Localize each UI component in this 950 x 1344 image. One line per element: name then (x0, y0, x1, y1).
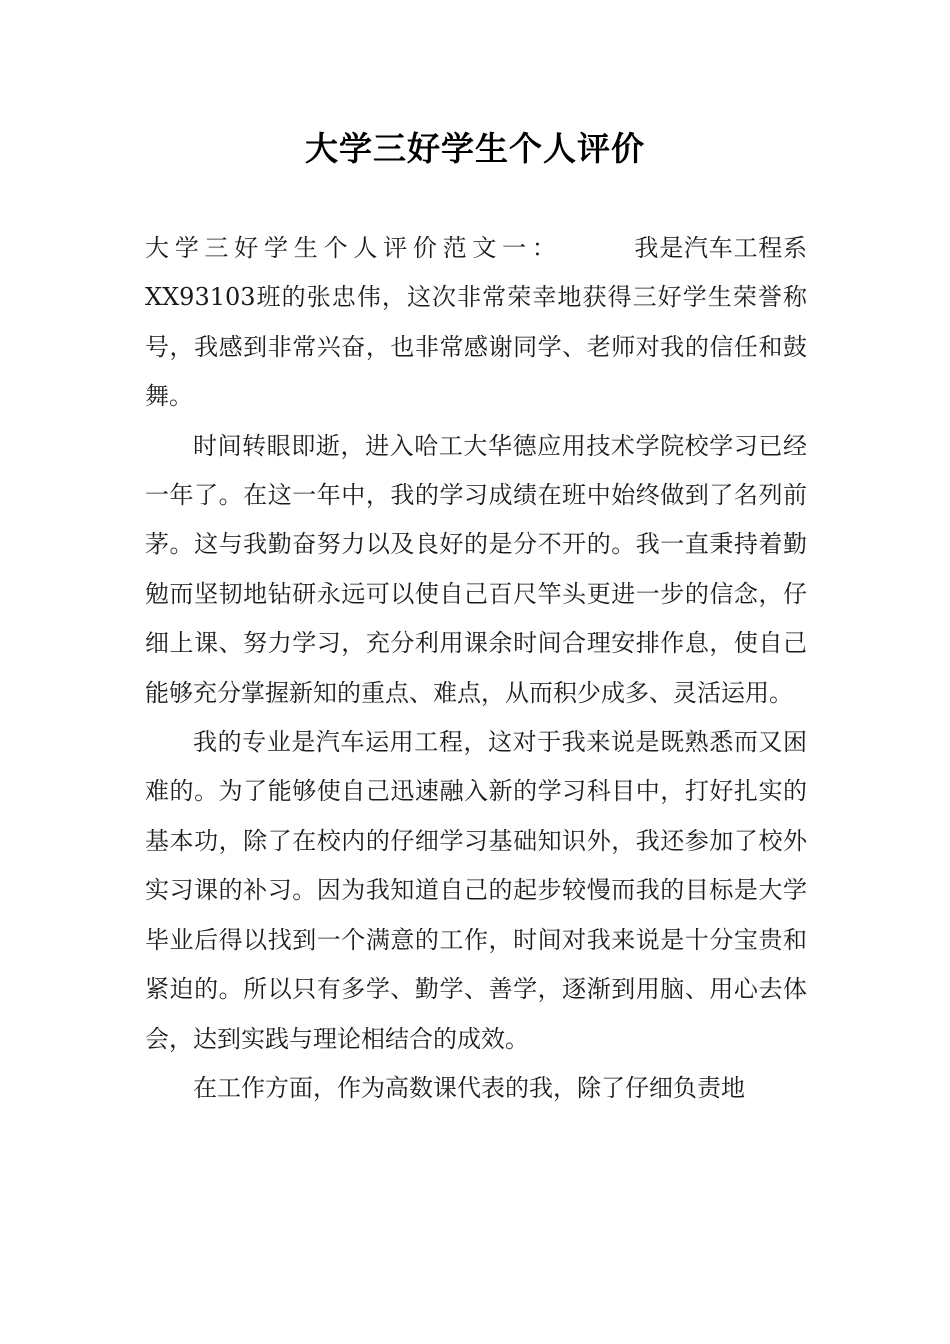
intro-label: 大学三好学生个人评价范文一： (145, 234, 562, 262)
paragraph-1-text: 我是汽车工程系XX93103班的张忠伟，这次非常荣幸地获得三好学生荣誉称号，我感到非常兴奋，也非常感谢同学、老师对我的信任和鼓舞。 (145, 234, 808, 411)
document-title: 大学三好学生个人评价 (305, 129, 645, 168)
paragraph-2: 时间转眼即逝，进入哈工大华德应用技术学院校学习已经一年了。在这一年中，我的学习成绩在班中始终做到了名列前茅。这与我勤奋努力以及良好的是分不开的。我一直秉持着勤勉而坚韧地钻研永远可以使自己百尺竿头更进一步的信念，仔细上课、努力学习，充分利用课余时间合理安排作息，使自己能够充分掌握新知的重点、难点，从而积少成多、灵活运用。 (145, 431, 807, 707)
document-body (145, 224, 807, 1113)
paragraph-4: 在工作方面，作为高数课代表的我，除了仔细负责地 (193, 1073, 745, 1102)
paragraph-1 (145, 224, 807, 422)
paragraph-3: 我的专业是汽车运用工程，这对于我来说是既熟悉而又困难的。为了能够使自己迅速融入新的学习科目中，打好扎实的基本功，除了在校内的仔细学习基础知识外，我还参加了校外实习课的补习。因为我知道自己的起步较慢而我的目标是大学毕业后得以找到一个满意的工作，时间对我来说是十分宝贵和紧迫的。所以只有多学、勤学、善学，逐渐到用脑、用心去体会，达到实践与理论相结合的成效。 (145, 728, 807, 1053)
